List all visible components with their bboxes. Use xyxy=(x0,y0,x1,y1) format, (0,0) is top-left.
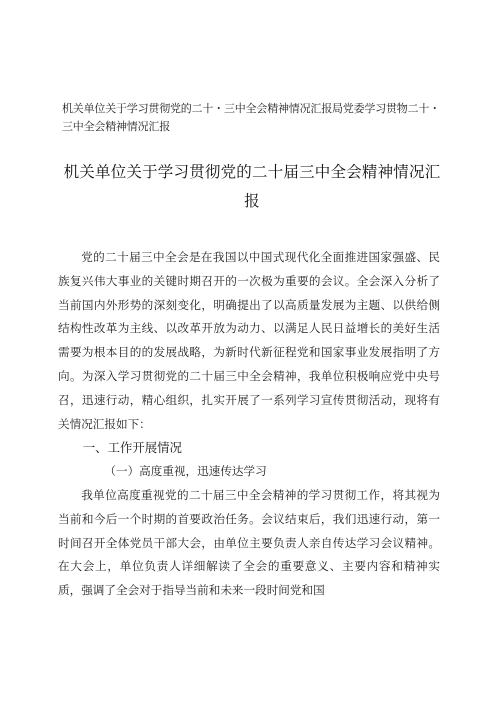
subsection-1-paragraph: 我单位高度重视党的二十届三中全会精神的学习贯彻工作，将其视为当前和今后一个时期的首要政治任务。会议结束后，我们迅速行动，第一时间召开全体党员干部大会，由单位主要负责人亲自传达学习会议精神。在大会上，单位负责人详细解读了全会的重要意义、主要内容和精神实质，强调了全会对于指导当前和未来一段时间党和国 xyxy=(58,487,440,598)
document-header-title: 机关单位关于学习贯彻党的二十・三中全会精神情况汇报局党委学习贯物二十・三中全会精神情况汇报 xyxy=(62,102,440,133)
intro-paragraph: 党的二十届三中全会是在我国以中国式现代化全面推进国家强盛、民族复兴伟大事业的关键时期召开的一次极为重要的会议。全会深入分析了当前国内外形势的深刻变化，明确提出了以高质量发展为主题、以供给侧结构性改革为主线、以改革开放为动力、以满足人民日益增长的美好生活需要为根本目的的发展战略，为新时代新征程党和国家事业发展指明了方向。为深入学习贯彻党的二十届三中全会精神，我单位积极响应党中央号召，迅速行动，精心组织，扎实开展了一系列学习宣传贯彻活动，现将有关情况汇报如下： xyxy=(58,250,440,431)
subsection-heading-1: （一）高度重视，迅速传达学习 xyxy=(104,464,267,479)
document-body xyxy=(58,246,440,603)
document-title: 机关单位关于学习贯彻党的二十届三中全会精神情况汇报 xyxy=(63,163,441,210)
section-heading-1: 一、工作开展情况 xyxy=(82,440,182,456)
